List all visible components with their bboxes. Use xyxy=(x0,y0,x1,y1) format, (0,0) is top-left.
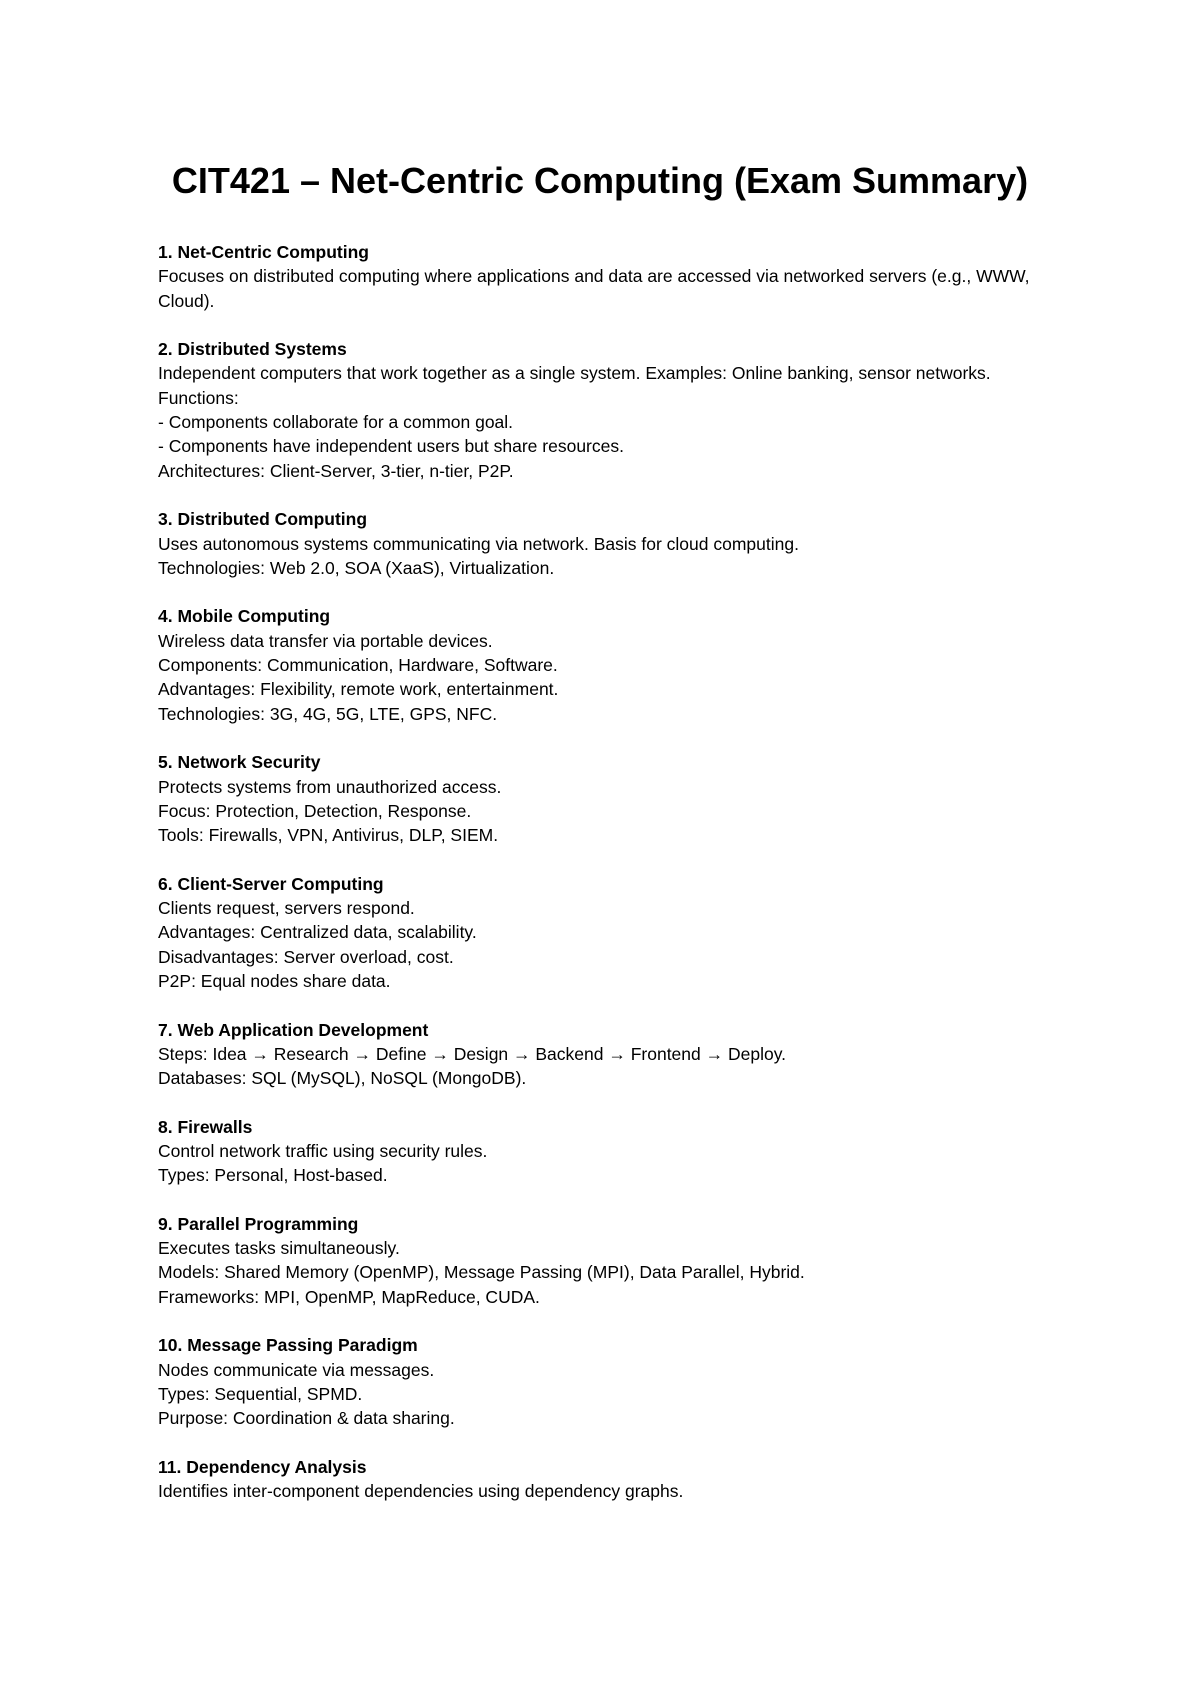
section-heading: 11. Dependency Analysis xyxy=(158,1456,367,1477)
section-1 xyxy=(158,240,1058,313)
section-heading: 7. Web Application Development xyxy=(158,1019,429,1040)
section-8 xyxy=(158,1115,1058,1188)
section-heading: 1. Net-Centric Computing xyxy=(158,242,369,262)
section-heading: 4. Mobile Computing xyxy=(158,606,331,627)
section-text-line: Steps: Idea → Research → Define → Design → Backend → Frontend → Deploy. xyxy=(158,1043,787,1064)
section-text-line: Wireless data transfer via portable devices. xyxy=(158,630,493,651)
section-6 xyxy=(158,872,1058,993)
section-text-line: Frameworks: MPI, OpenMP, MapReduce, CUDA. xyxy=(158,1286,540,1307)
section-text-line: Databases: SQL (MySQL), NoSQL (MongoDB). xyxy=(158,1068,527,1089)
section-heading: 9. Parallel Programming xyxy=(158,1213,359,1234)
section-text-line: Architectures: Client-Server, 3-tier, n-tier, P2P. xyxy=(158,460,514,481)
section-heading: 5. Network Security xyxy=(158,752,321,773)
section-2 xyxy=(158,337,1058,483)
section-text-line: Control network traffic using security rules. xyxy=(158,1140,488,1161)
section-10 xyxy=(158,1333,1058,1430)
section-text-line: Advantages: Flexibility, remote work, entertainment. xyxy=(158,679,559,700)
section-text-line: Functions: xyxy=(158,387,239,408)
section-text-line: Types: Personal, Host-based. xyxy=(158,1165,388,1186)
section-text-line: P2P: Equal nodes share data. xyxy=(158,970,391,991)
section-text-line: Tools: Firewalls, VPN, Antivirus, DLP, SIEM. xyxy=(158,825,499,846)
section-text-line: Models: Shared Memory (OpenMP), Message Passing (MPI), Data Parallel, Hybrid. xyxy=(158,1262,805,1283)
section-text-line: - Components have independent users but share resources. xyxy=(158,436,624,457)
section-heading: 6. Client-Server Computing xyxy=(158,873,384,894)
section-text-line: Purpose: Coordination & data sharing. xyxy=(158,1408,455,1429)
section-9 xyxy=(158,1212,1058,1309)
section-text-line: Protects systems from unauthorized access. xyxy=(158,776,502,797)
document-title: CIT421 – Net-Centric Computing (Exam Summary) xyxy=(171,160,1029,201)
section-5 xyxy=(158,750,1058,847)
section-text-line: Nodes communicate via messages. xyxy=(158,1359,435,1380)
section-heading: 10. Message Passing Paradigm xyxy=(158,1335,418,1356)
section-text-line: Advantages: Centralized data, scalability. xyxy=(158,922,477,943)
section-text-line: Uses autonomous systems communicating via network. Basis for cloud computing. xyxy=(158,533,799,554)
section-text-line: Focuses on distributed computing where applications and data are accessed via networked servers (e.g., WWW, Cloud). xyxy=(158,266,1030,311)
section-7 xyxy=(158,1018,1058,1091)
section-text-line: Executes tasks simultaneously. xyxy=(158,1238,400,1259)
section-text-line: Disadvantages: Server overload, cost. xyxy=(158,946,454,967)
section-text-line: Focus: Protection, Detection, Response. xyxy=(158,800,472,821)
section-text-line: Clients request, servers respond. xyxy=(158,898,415,919)
section-text-line: Technologies: 3G, 4G, 5G, LTE, GPS, NFC. xyxy=(158,703,498,724)
section-heading: 3. Distributed Computing xyxy=(158,509,368,530)
section-text-line: - Components collaborate for a common goal. xyxy=(158,412,514,433)
section-text-line: Technologies: Web 2.0, SOA (XaaS), Virtualization. xyxy=(158,557,555,578)
section-heading: 8. Firewalls xyxy=(158,1116,253,1137)
section-text-line: Types: Sequential, SPMD. xyxy=(158,1383,363,1404)
section-text-line: Components: Communication, Hardware, Software. xyxy=(158,655,558,676)
section-heading: 2. Distributed Systems xyxy=(158,339,347,360)
section-4 xyxy=(158,604,1058,725)
document-body xyxy=(158,240,1058,1528)
section-text-line: Independent computers that work together as a single system. Examples: Online banking, sensor networks. xyxy=(158,363,991,384)
section-text-line: Identifies inter-component dependencies using dependency graphs. xyxy=(158,1481,684,1502)
section-3 xyxy=(158,507,1058,580)
section-11 xyxy=(158,1455,1058,1504)
